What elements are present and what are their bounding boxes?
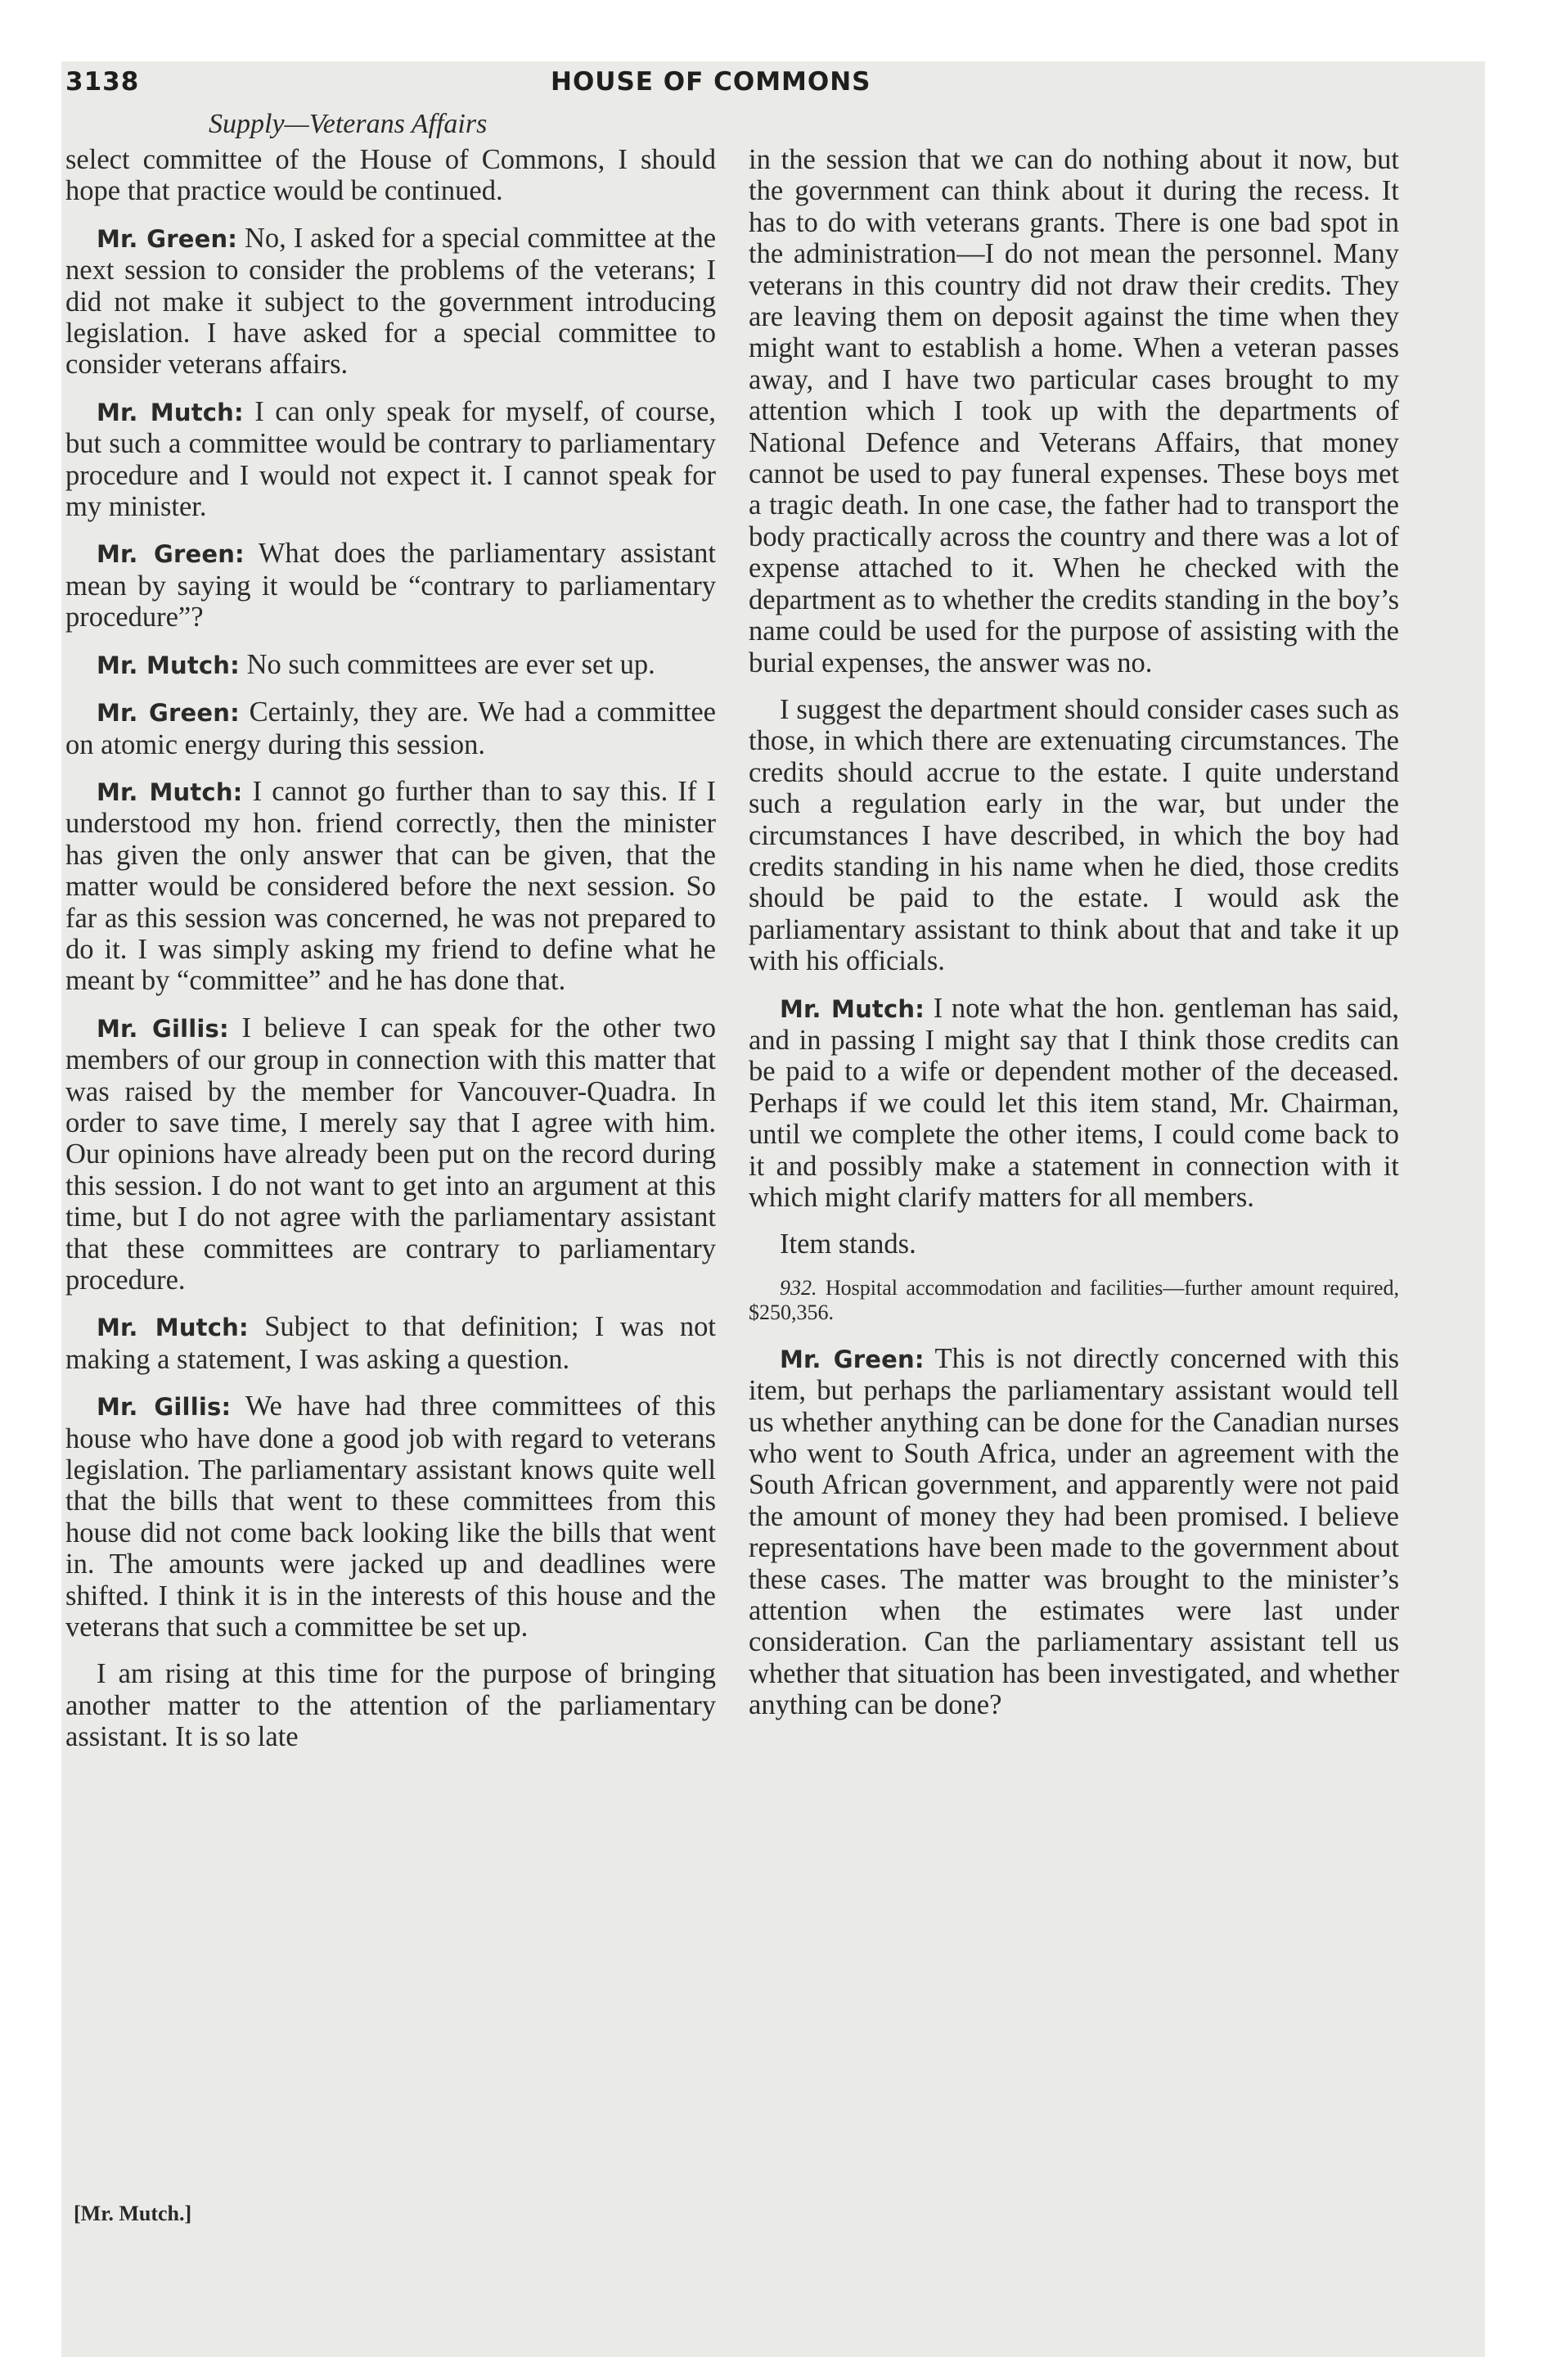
- right-column-second-block: [749, 1343, 1399, 1721]
- paragraph: [65, 1658, 716, 1752]
- speaker-name: Mr. Green:: [97, 699, 240, 728]
- paragraph-text: No such committees are ever set up.: [246, 648, 655, 680]
- paragraph-text: I believe I can speak for the other two members of our group in connection with this matter that was raised by the member for Vancouver-Quadra. In order to save time, I merely say that I agree with him. Our opinions have already been put on the record during this session. I do not want to get into an argument at this time, but I do not agree with the parliamentary assistant that these committees are contrary to parliamentary procedure.: [65, 1012, 717, 1296]
- paragraph: [749, 1343, 1399, 1721]
- paragraph-text: No, I asked for a special committee at the next session to consider the problems of the veterans; I did not make it subject to the government introducing legislation. I have asked for a special committee to consider veterans affairs.: [65, 222, 717, 381]
- paragraph-text: Certainly, they are. We had a committee on atomic energy during this session.: [65, 696, 716, 760]
- paragraph: [65, 223, 716, 381]
- estimate-number: 932.: [780, 1275, 817, 1300]
- paragraph-text: We have had three committees of this house who have done a good job with regard to veterans legislation. The parliamentary assistant knows quite well that the bills that went to these committees from this house did not come back looking like the bills that went in. The amounts were jacked up and deadlines were shifted. I think it is in the interests of this house and the veterans that such a committee be set up.: [65, 1391, 716, 1643]
- speaker-name: Mr. Mutch:: [97, 651, 240, 679]
- speaker-name: Mr. Gillis:: [97, 1393, 232, 1422]
- paragraph: [749, 144, 1399, 678]
- paragraph-text: I am rising at this time for the purpose of bringing another matter to the attention of the parliamentary assistant. It is so late: [65, 1658, 716, 1753]
- speaker-name: Mr. Gillis:: [97, 1014, 229, 1043]
- speaker-name: Mr. Green:: [97, 540, 245, 569]
- footer-speaker-note: [Mr. Mutch.]: [74, 2202, 192, 2225]
- speaker-name: Mr. Mutch:: [97, 1314, 249, 1342]
- section-title: Supply—Veterans Affairs: [209, 109, 488, 139]
- speaker-name: Mr. Mutch:: [97, 398, 244, 426]
- paragraph: [65, 649, 716, 681]
- estimate-text: Hospital accommodation and facilities—further amount required, $250,356.: [749, 1275, 1399, 1324]
- page-header-title: HOUSE OF COMMONS: [551, 67, 871, 97]
- right-column: [749, 144, 1399, 1737]
- left-column: [65, 144, 716, 1769]
- paragraph: [749, 694, 1399, 977]
- paragraph: [65, 396, 716, 523]
- speaker-name: Mr. Green:: [97, 224, 238, 253]
- paragraph: [65, 1391, 716, 1643]
- paragraph-text: select committee of the House of Commons, I should hope that practice would be continued.: [65, 144, 716, 207]
- paragraph: [65, 538, 716, 633]
- item-stands: Item stands.: [780, 1228, 916, 1260]
- paragraph-text: I can only speak for myself, of course, but such a committee would be contrary to parliamentary procedure and I would not expect it. I cannot speak for my minister.: [65, 395, 717, 523]
- paragraph-text: I cannot go further than to say this. If I understood my hon. friend correctly, then the minister has given the only answer that can be given, that the matter would be considered before the next session. So far as this session was concerned, he was not prepared to do it. I was simply asking my friend to define what he meant by “committee” and he has done that.: [65, 775, 716, 997]
- speaker-name: Mr. Mutch:: [97, 778, 243, 806]
- paragraph: [65, 776, 716, 997]
- speaker-name: Mr. Green:: [780, 1345, 925, 1373]
- paragraph-text: This is not directly concerned with this item, but perhaps the parliamentary assistant would tell us whether anything can be done for the Canadian nurses who went to South Africa, under an agreement with the South African government, and apparently were not paid the amount of money they had been promised. I believe representations have been made to the government about these cases. The matter was brought to the minister’s attention when the estimates were last under consideration. Can the parliamentary assistant tell us whether that situation has been investigated, and whether anything can be done?: [749, 1342, 1399, 1721]
- paragraph-text: Subject to that definition; I was not making a statement, I was asking a question.: [65, 1311, 716, 1375]
- paragraph-text: What does the parliamentary assistant mean by saying it would be “contrary to parliamentary procedure”?: [65, 538, 716, 633]
- paragraph: [65, 144, 716, 207]
- paragraph-text: in the session that we can do nothing about it now, but the government can think about it during the recess. It has to do with veterans grants. There is one bad spot in the administration—I do not mean the personnel. Many veterans in this country did not draw their credits. They are leaving them on deposit against the time when they might want to establish a home. When a veteran passes away, and I have two particular cases brought to my attention which I took up with the departments of National Defence and Veterans Affairs, that money cannot be used to pay funeral expenses. These boys met a tragic death. In one case, the father had to transport the body practically across the country and there was a lot of expense attached to it. When he checked with the department as to whether the credits standing in the boy’s name could be used for the purpose of assisting with the burial expenses, the answer was no.: [749, 144, 1399, 678]
- paragraph: [65, 1012, 716, 1296]
- estimate-item: [749, 1276, 1399, 1325]
- paragraph-text: I suggest the department should consider cases such as those, in which there are extenuating circumstances. The credits should accrue to the estate. I quite understand such a regulation early in the war, but under the circumstances I have described, in which the boy had credits standing in his name when he died, those credits should be paid to the estate. I would ask the parliamentary assistant to think about that and take it up with his officials.: [749, 693, 1399, 977]
- paragraph-text: I note what the hon. gentleman has said, and in passing I might say that I think those credits can be paid to a wife or dependent mother of the deceased. Perhaps if we could let this item stand, Mr. Chairman, until we complete the other items, I could come back to it and possibly make a statement in connection with it which might clarify matters for all members.: [749, 992, 1399, 1213]
- paragraph: [749, 993, 1399, 1214]
- paragraph: [65, 1311, 716, 1375]
- right-column-first-block: [749, 144, 1399, 1213]
- paragraph: [65, 696, 716, 760]
- page-number: 3138: [65, 67, 140, 97]
- speaker-name: Mr. Mutch:: [780, 994, 925, 1023]
